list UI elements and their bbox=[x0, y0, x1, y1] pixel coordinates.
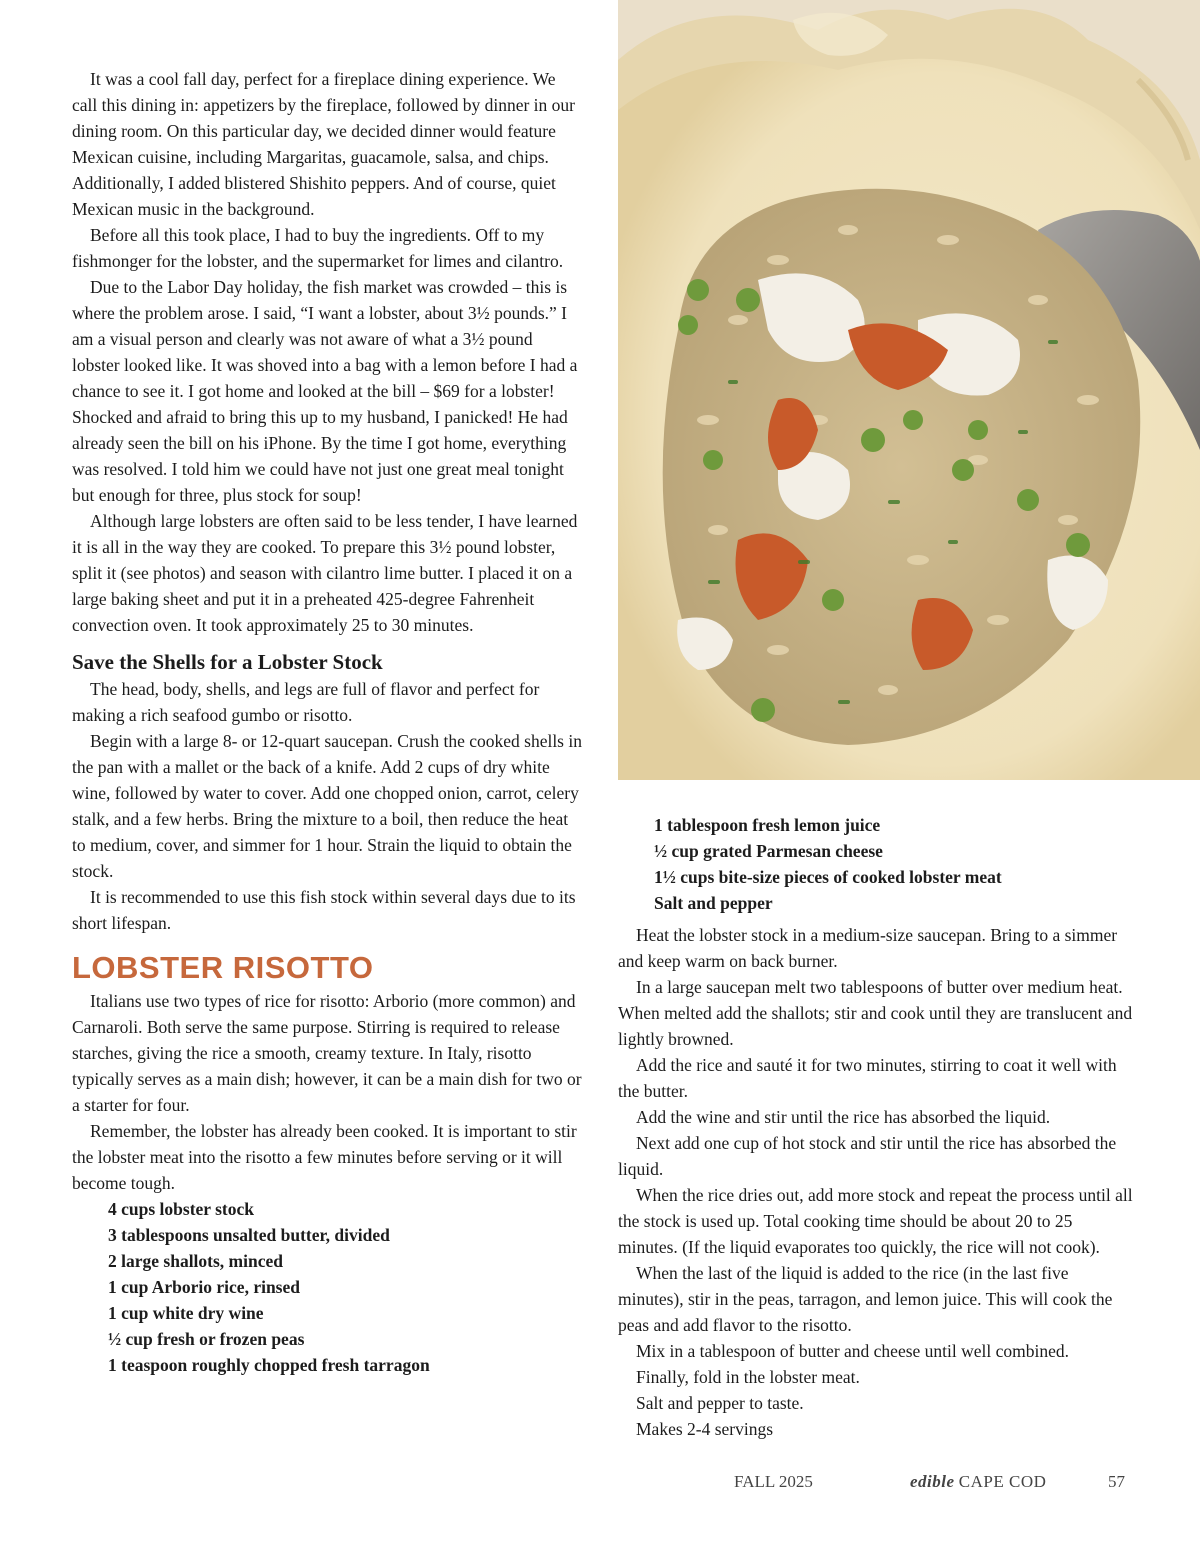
intro-paragraph-2: Before all this took place, I had to buy the ingredients. Off to my fishmonger for the lobster, and the supermarket for limes and cilantro. bbox=[72, 225, 564, 271]
ingredient-item: ½ cup grated Parmesan cheese bbox=[654, 841, 883, 861]
ingredient-list-right bbox=[618, 812, 1136, 916]
footer-brand-rest: CAPE COD bbox=[958, 1472, 1047, 1491]
step-8: Mix in a tablespoon of butter and cheese until well combined. bbox=[636, 1341, 1070, 1361]
footer-season: FALL 2025 bbox=[734, 1472, 813, 1491]
ingredient-item: 1 cup white dry wine bbox=[108, 1303, 264, 1323]
step-4: Add the wine and stir until the rice has absorbed the liquid. bbox=[636, 1107, 1051, 1127]
ingredient-item: ½ cup fresh or frozen peas bbox=[108, 1329, 305, 1349]
ingredient-item: 1 cup Arborio rice, rinsed bbox=[108, 1277, 300, 1297]
footer-brand-italic: edible bbox=[910, 1472, 955, 1491]
ingredient-item: Salt and pepper bbox=[654, 893, 773, 913]
intro-paragraph-4: Although large lobsters are often said to be less tender, I have learned it is all in the way they are cooked. To prepare this 3½ pound lobster, split it (see photos) and season with cilantro lime butter. I placed it on a large baking sheet and put it in a preheated 425-degree Fahrenheit convection oven. It took approximately 25 to 30 minutes. bbox=[72, 511, 578, 635]
step-3: Add the rice and sauté it for two minutes, stirring to coat it well with the butter. bbox=[618, 1055, 1117, 1101]
ingredient-list-left bbox=[72, 1196, 584, 1378]
intro-paragraph-3: Due to the Labor Day holiday, the fish market was crowded – this is where the problem arose. I said, “I want a lobster, about 3½ pounds.” I am a visual person and clearly was not aware of what a 3½ pound lobster looked like. It was shoved into a bag with a lemon before I had a chance to see it. I got home and looked at the bill – $69 for a lobster! Shocked and afraid to bring this up to my husband, I panicked! He had already seen the bill on his iPhone. By the time I got home, everything was resolved. I told him we could have not just one great meal tonight but enough for three, plus stock for soup! bbox=[72, 277, 578, 505]
left-column bbox=[72, 66, 584, 1378]
ingredient-item: 1 teaspoon roughly chopped fresh tarragon bbox=[108, 1355, 430, 1375]
stock-paragraph-2: Begin with a large 8- or 12-quart saucepan. Crush the cooked shells in the pan with a mallet or the back of a knife. Add 2 cups of dry white wine, followed by water to cover. Add one chopped onion, carrot, celery stalk, and a few herbs. Bring the mixture to a boil, then reduce the heat to medium, cover, and simmer for 1 hour. Strain the liquid to obtain the stock. bbox=[72, 731, 582, 881]
stock-heading: Save the Shells for a Lobster Stock bbox=[72, 650, 383, 674]
ingredient-item: 4 cups lobster stock bbox=[108, 1199, 255, 1219]
risotto-heading: LOBSTER RISOTTO bbox=[72, 950, 374, 985]
ingredient-item: 3 tablespoons unsalted butter, divided bbox=[108, 1225, 390, 1245]
right-column bbox=[618, 812, 1136, 1442]
page-number: 57 bbox=[1108, 1472, 1125, 1491]
step-5: Next add one cup of hot stock and stir until the rice has absorbed the liquid. bbox=[618, 1133, 1117, 1179]
step-11: Makes 2-4 servings bbox=[636, 1419, 774, 1439]
ingredient-item: 1½ cups bite-size pieces of cooked lobster meat bbox=[654, 867, 1002, 887]
risotto-paragraph-1: Italians use two types of rice for risotto: Arborio (more common) and Carnaroli. Both serve the same purpose. Stirring is required to release starches, giving the rice a smooth, creamy texture. In Italy, risotto typically serves as a main dish; however, it can be a main dish for two or a starter for four. bbox=[72, 991, 582, 1115]
step-6: When the rice dries out, add more stock and repeat the process until all the stock is used up. Total cooking time should be about 20 to 25 minutes. (If the liquid evaporates too quickly, the rice will not cook). bbox=[618, 1185, 1133, 1257]
stock-paragraph-1: The head, body, shells, and legs are full of flavor and perfect for making a rich seafood gumbo or risotto. bbox=[72, 679, 540, 725]
step-9: Finally, fold in the lobster meat. bbox=[636, 1367, 860, 1387]
page-footer bbox=[600, 1472, 1130, 1502]
stock-paragraph-3: It is recommended to use this fish stock within several days due to its short lifespan. bbox=[72, 887, 576, 933]
step-7: When the last of the liquid is added to the rice (in the last five minutes), stir in the peas, tarragon, and lemon juice. This will cook the peas and add flavor to the risotto. bbox=[618, 1263, 1113, 1335]
risotto-paragraph-2: Remember, the lobster has already been cooked. It is important to stir the lobster meat into the risotto a few minutes before serving or it will become tough. bbox=[72, 1121, 577, 1193]
step-1: Heat the lobster stock in a medium-size saucepan. Bring to a simmer and keep warm on back burner. bbox=[618, 925, 1118, 971]
step-2: In a large saucepan melt two tablespoons of butter over medium heat. When melted add the shallots; stir and cook until they are translucent and lightly browned. bbox=[618, 977, 1133, 1049]
lobster-risotto-photo bbox=[618, 0, 1200, 780]
footer-brand bbox=[910, 1472, 1046, 1492]
intro-paragraph-1: It was a cool fall day, perfect for a fireplace dining experience. We call this dining in: appetizers by the fireplace, followed by dinner in our dining room. On this particular day, we decided dinner would feature Mexican cuisine, including Margaritas, guacamole, salsa, and chips. Additionally, I added blistered Shishito peppers. And of course, quiet Mexican music in the background. bbox=[72, 69, 575, 219]
ingredient-item: 1 tablespoon fresh lemon juice bbox=[654, 815, 881, 835]
ingredient-item: 2 large shallots, minced bbox=[108, 1251, 283, 1271]
risotto-plate-illustration bbox=[618, 0, 1200, 780]
step-10: Salt and pepper to taste. bbox=[636, 1393, 804, 1413]
